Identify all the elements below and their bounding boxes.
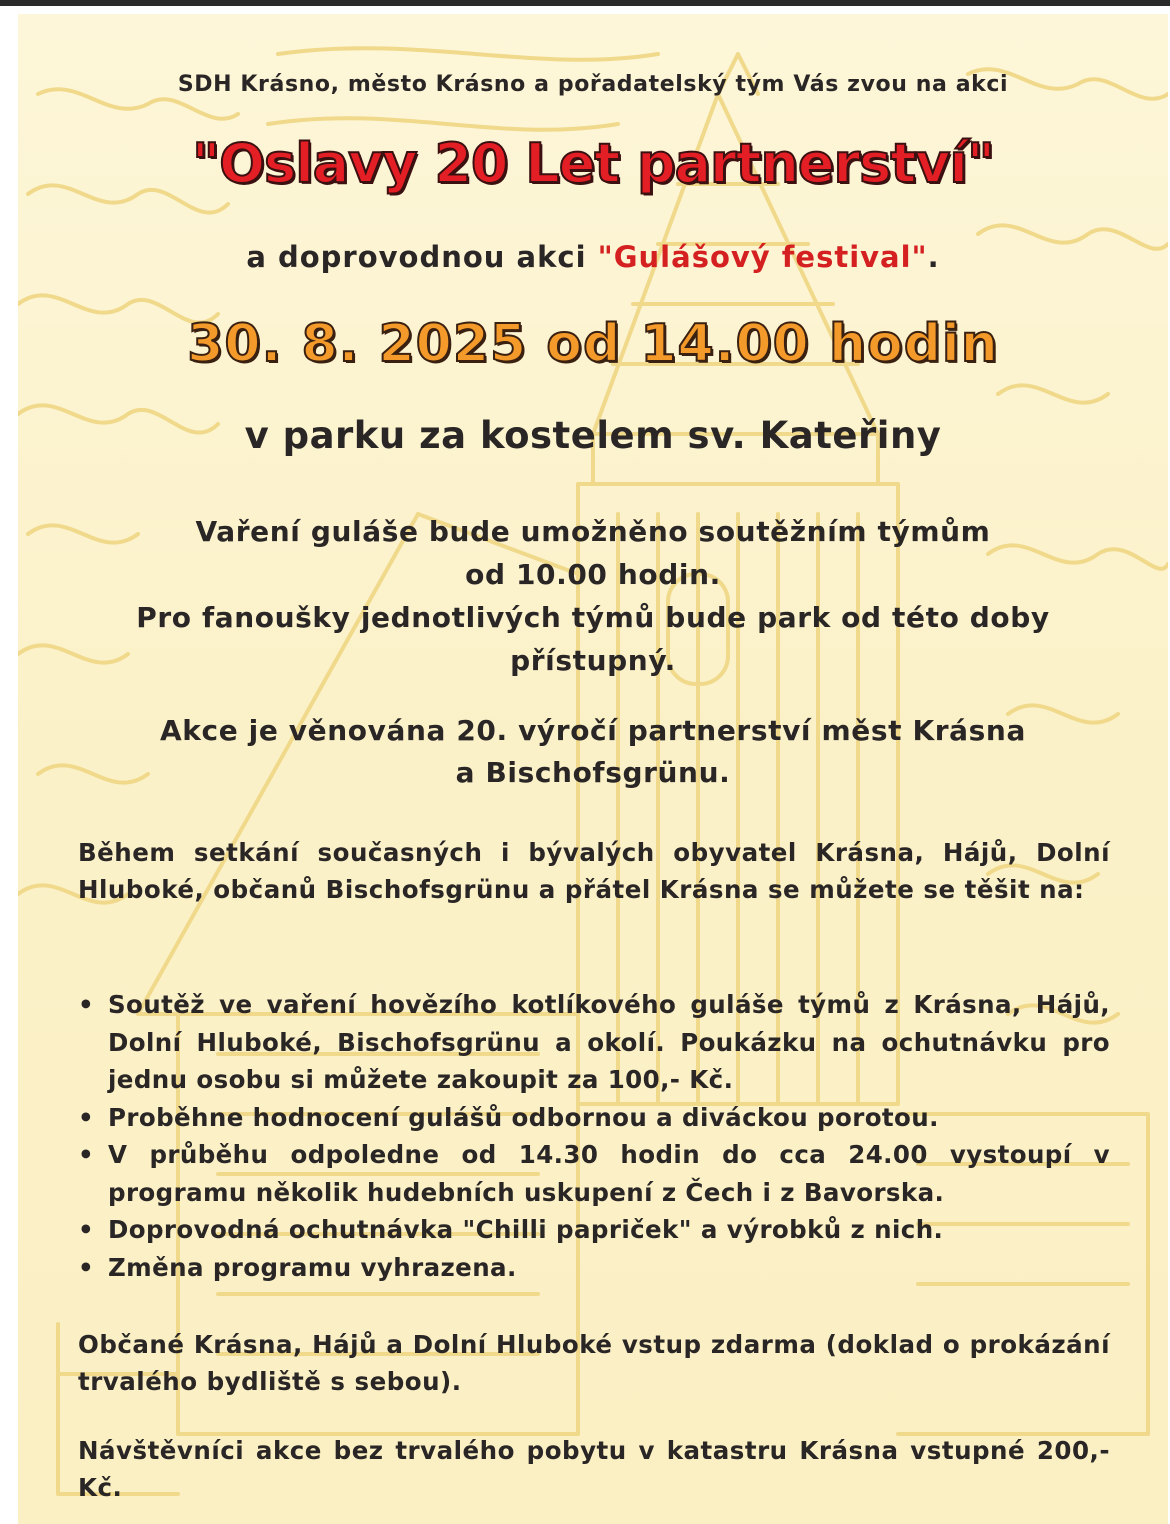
cooking-info-line: Pro fanoušky jednotlivých týmů bude park od této doby	[136, 601, 1050, 634]
free-entry-info: Občané Krásna, Hájů a Dolní Hluboké vstup zdarma (doklad o prokázání trvalého bydliště s sebou).	[78, 1330, 1110, 1396]
event-subtitle	[18, 240, 1168, 274]
event-poster	[18, 14, 1168, 1524]
program-list	[78, 986, 1110, 1286]
anniversary-info	[18, 710, 1168, 794]
list-item: • Soutěž ve vaření hovězího kotlíkového guláše týmů z Krásna, Hájů, Dolní Hluboké, Bischofsgrünu a okolí. Poukázku na ochutnávku pro jednu osobu si můžete zakoupit za 100,- Kč.	[78, 986, 1110, 1099]
subtitle-prefix: a doprovodnou akci	[246, 240, 598, 274]
invitation-intro: SDH Krásno, město Krásno a pořadatelský tým Vás zvou na akci	[177, 72, 1009, 97]
cooking-info-line: přístupný.	[510, 644, 676, 677]
list-item: • V průběhu odpoledne od 14.30 hodin do cca 24.00 vystoupí v programu několik hudebních uskupení z Čech i z Bavorska.	[78, 1136, 1110, 1211]
cooking-info-line: Vaření guláše bude umožněno soutěžním týmům	[195, 515, 991, 548]
cooking-info-line: od 10.00 hodin.	[465, 558, 721, 591]
event-title: "Oslavy 20 Let partnerství"	[192, 132, 994, 195]
anniversary-info-line: a Bischofsgrünu.	[455, 756, 731, 789]
anniversary-info-line: Akce je věnována 20. výročí partnerství měst Krásna	[160, 714, 1026, 747]
event-date: 30. 8. 2025 od 14.00 hodin	[187, 314, 999, 374]
event-place: v parku za kostelem sv. Kateřiny	[244, 414, 942, 457]
cooking-info	[18, 510, 1168, 682]
list-item: • Doprovodná ochutnávka "Chilli papriček" a výrobků z nich.	[78, 1211, 1110, 1249]
top-bar	[0, 0, 1170, 6]
subtitle-accent: "Gulášový festival"	[597, 240, 928, 274]
poster-content	[18, 14, 1168, 1524]
program-intro: Během setkání současných i bývalých obyvatel Krásna, Hájů, Dolní Hluboké, občanů Bischofsgrünu a přátel Krásna se můžete se těšit na:	[78, 838, 1110, 904]
list-item: • Změna programu vyhrazena.	[78, 1249, 1110, 1287]
entry-fee-info: Návštěvníci akce bez trvalého pobytu v katastru Krásna vstupné 200,- Kč.	[78, 1436, 1110, 1502]
subtitle-suffix: .	[927, 240, 940, 274]
list-item: • Proběhne hodnocení gulášů odbornou a diváckou porotou.	[78, 1099, 1110, 1137]
